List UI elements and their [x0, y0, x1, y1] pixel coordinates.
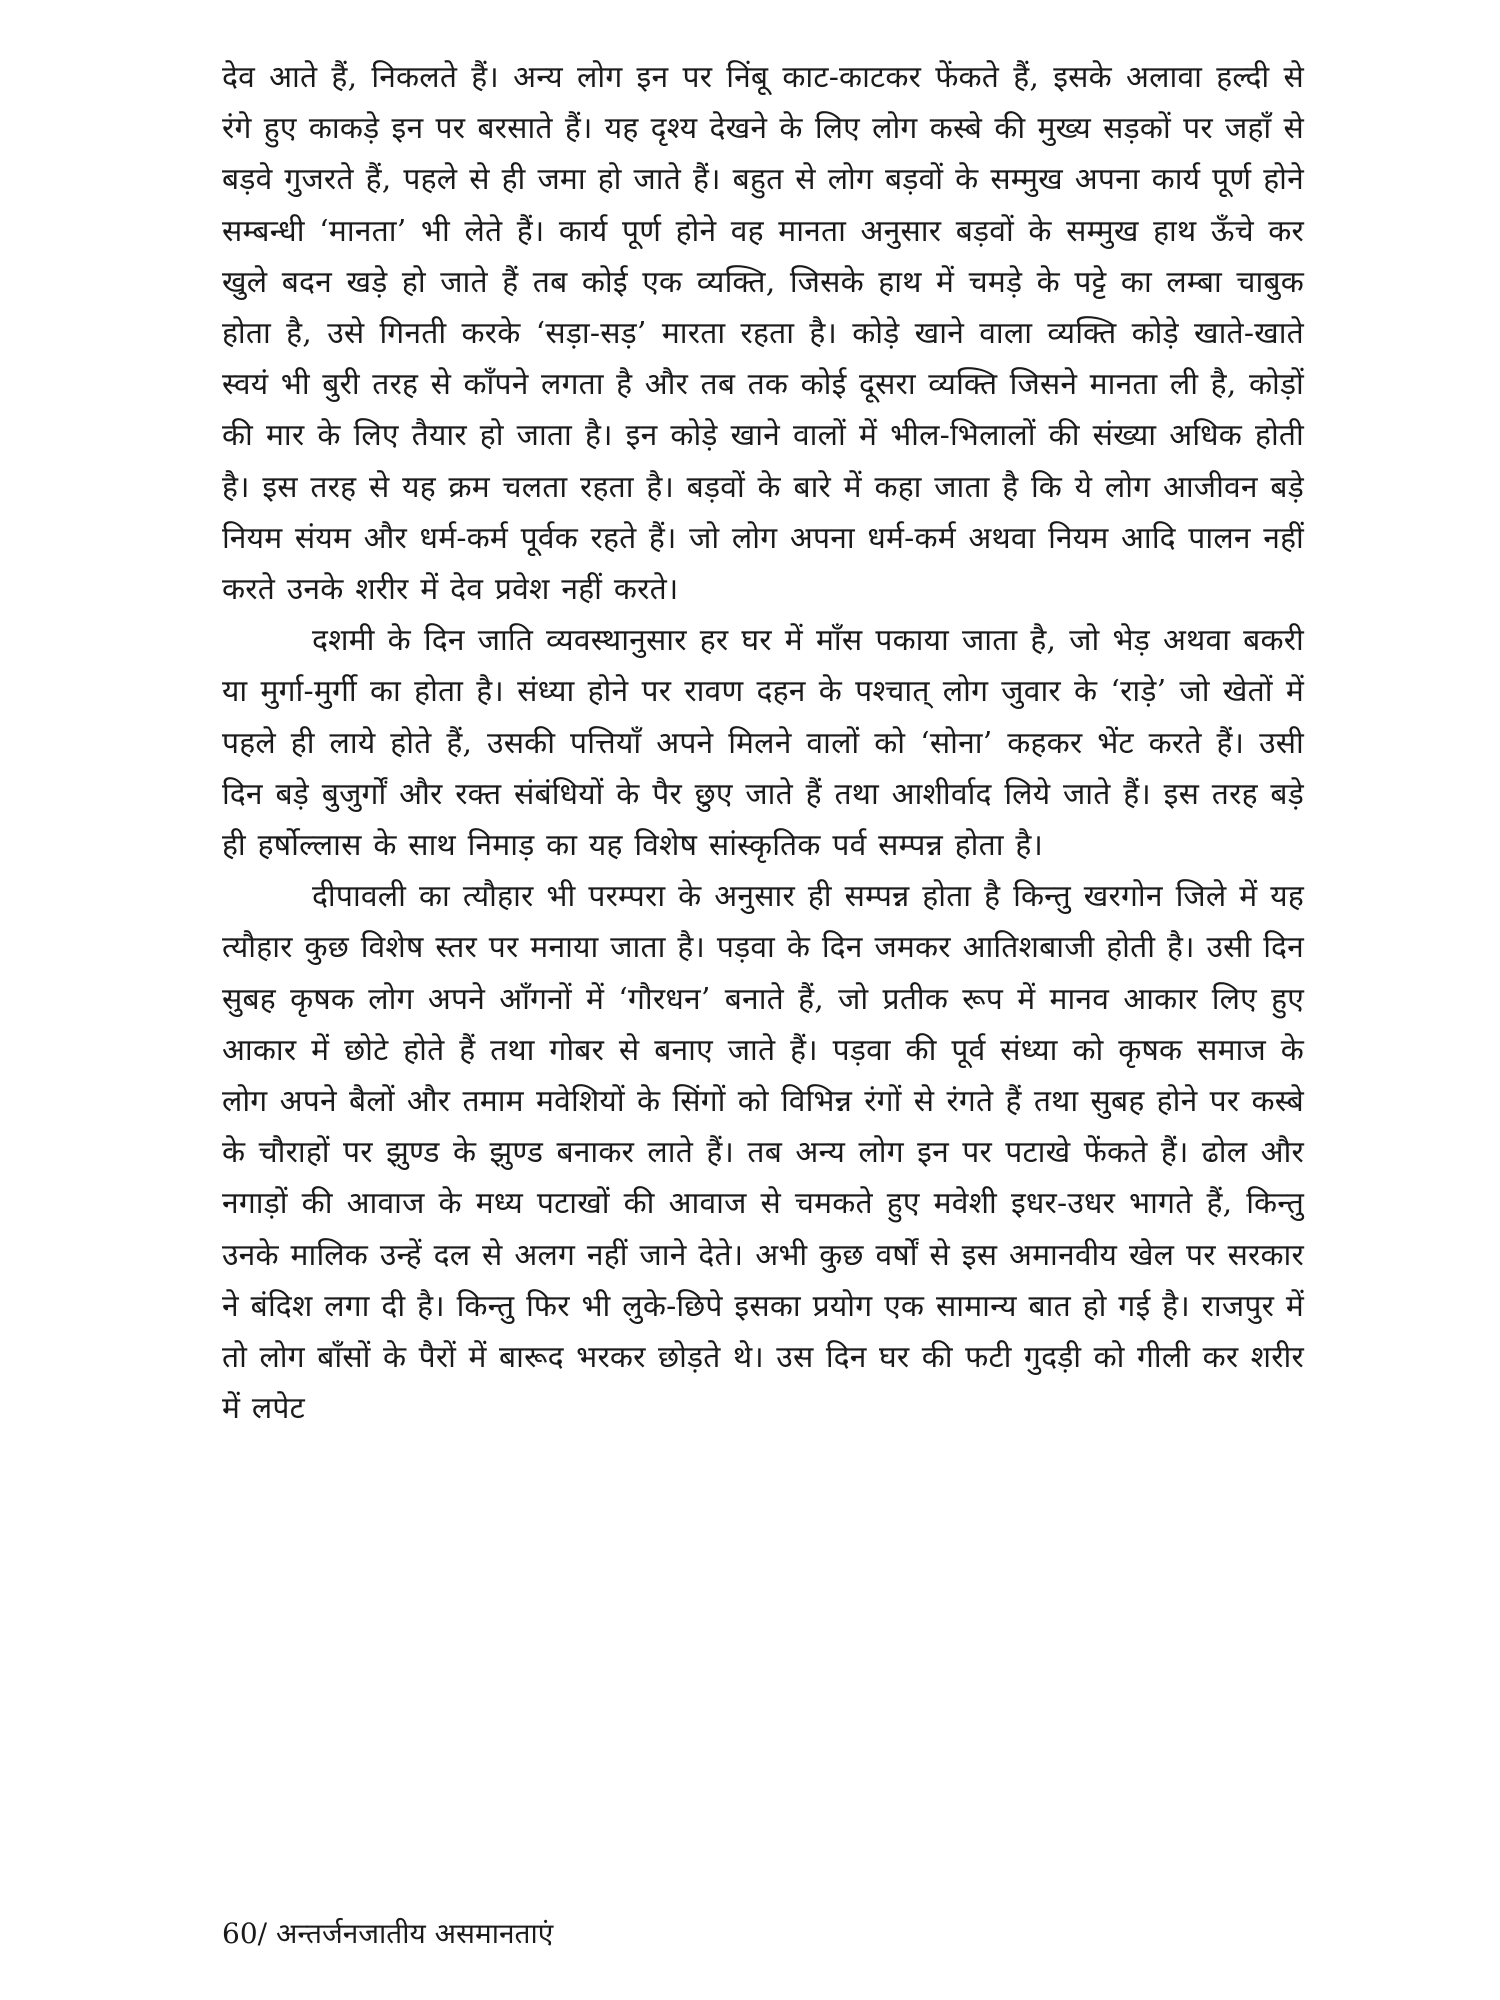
page-footer: 60/ अन्तर्जनजातीय असमानताएं — [222, 1917, 554, 1950]
paragraph-1: देव आते हैं, निकलते हैं। अन्य लोग इन पर निंबू काट-काटकर फेंकते हैं, इसके अलावा हल्दी से रंगे हुए काकड़े इन पर बरसाते हैं। यह दृश्य देखने के लिए लोग कस्बे की मुख्य सड़कों पर जहाँ से बड़वे गुजरते हैं, पहले से ही जमा हो जाते हैं। बहुत से लोग बड़वों के सम्मुख अपना कार्य पूर्ण होने सम्बन्धी ‘मानता’ भी लेते हैं। कार्य पूर्ण होने वह मानता अनुसार बड़वों के सम्मुख हाथ ऊँचे कर खुले बदन खड़े हो जाते हैं तब कोई एक व्यक्ति, जिसके हाथ में चमड़े के पट्टे का लम्बा चाबुक होता है, उसे गिनती करके ‘सड़ा-सड़’ मारता रहता है। कोड़े खाने वाला व्यक्ति कोड़े खाते-खाते स्वयं भी बुरी तरह से काँपने लगता है और तब तक कोई दूसरा व्यक्ति जिसने मानता ली है, कोड़ों की मार के लिए तैयार हो जाता है। इन कोड़े खाने वालों में भील-भिलालों की संख्या अधिक होती है। इस तरह से यह क्रम चलता रहता है। बड़वों के बारे में कहा जाता है कि ये लोग आजीवन बड़े नियम संयम और धर्म-कर्म पूर्वक रहते हैं। जो लोग अपना धर्म-कर्म अथवा नियम आदि पालन नहीं करते उनके शरीर में देव प्रवेश नहीं करते। — [222, 60, 1304, 608]
paragraph-2: दशमी के दिन जाति व्यवस्थानुसार हर घर में माँस पकाया जाता है, जो भेड़ अथवा बकरी या मुर्गा-मुर्गी का होता है। संध्या होने पर रावण दहन के पश्चात् लोग जुवार के ‘राड़े’ जो खेतों में पहले ही लाये होते हैं, उसकी पत्तियाँ अपने मिलने वालों को ‘सोना’ कहकर भेंट करते हैं। उसी दिन बड़े बुजुर्गों और रक्त संबंधियों के पैर छुए जाते हैं तथा आशीर्वाद लिये जाते हैं। इस तरह बड़े ही हर्षोल्लास के साथ निमाड़ का यह विशेष सांस्कृतिक पर्व सम्पन्न होता है। — [222, 623, 1304, 864]
body-text — [222, 52, 1304, 1434]
paragraph-3: दीपावली का त्यौहार भी परम्परा के अनुसार ही सम्पन्न होता है किन्तु खरगोन जिले में यह त्यौहार कुछ विशेष स्तर पर मनाया जाता है। पड़वा के दिन जमकर आतिशबाजी होती है। उसी दिन सुबह कृषक लोग अपने आँगनों में ‘गौरधन’ बनाते हैं, जो प्रतीक रूप में मानव आकार लिए हुए आकार में छोटे होते हैं तथा गोबर से बनाए जाते हैं। पड़वा की पूर्व संध्या को कृषक समाज के लोग अपने बैलों और तमाम मवेशियों के सिंगों को विभिन्न रंगों से रंगते हैं तथा सुबह होने पर कस्बे के चौराहों पर झुण्ड के झुण्ड बनाकर लाते हैं। तब अन्य लोग इन पर पटाखे फेंकते हैं। ढोल और नगाड़ों की आवाज के मध्य पटाखों की आवाज से चमकते हुए मवेशी इधर-उधर भागते हैं, किन्तु उनके मालिक उन्हें दल से अलग नहीं जाने देते। अभी कुछ वर्षों से इस अमानवीय खेल पर सरकार ने बंदिश लगा दी है। किन्तु फिर भी लुके-छिपे इसका प्रयोग एक सामान्य बात हो गई है। राजपुर में तो लोग बाँसों के पैरों में बारूद भरकर छोड़ते थे। उस दिन घर की फटी गुदड़ी को गीली कर शरीर में लपेट — [222, 879, 1304, 1427]
